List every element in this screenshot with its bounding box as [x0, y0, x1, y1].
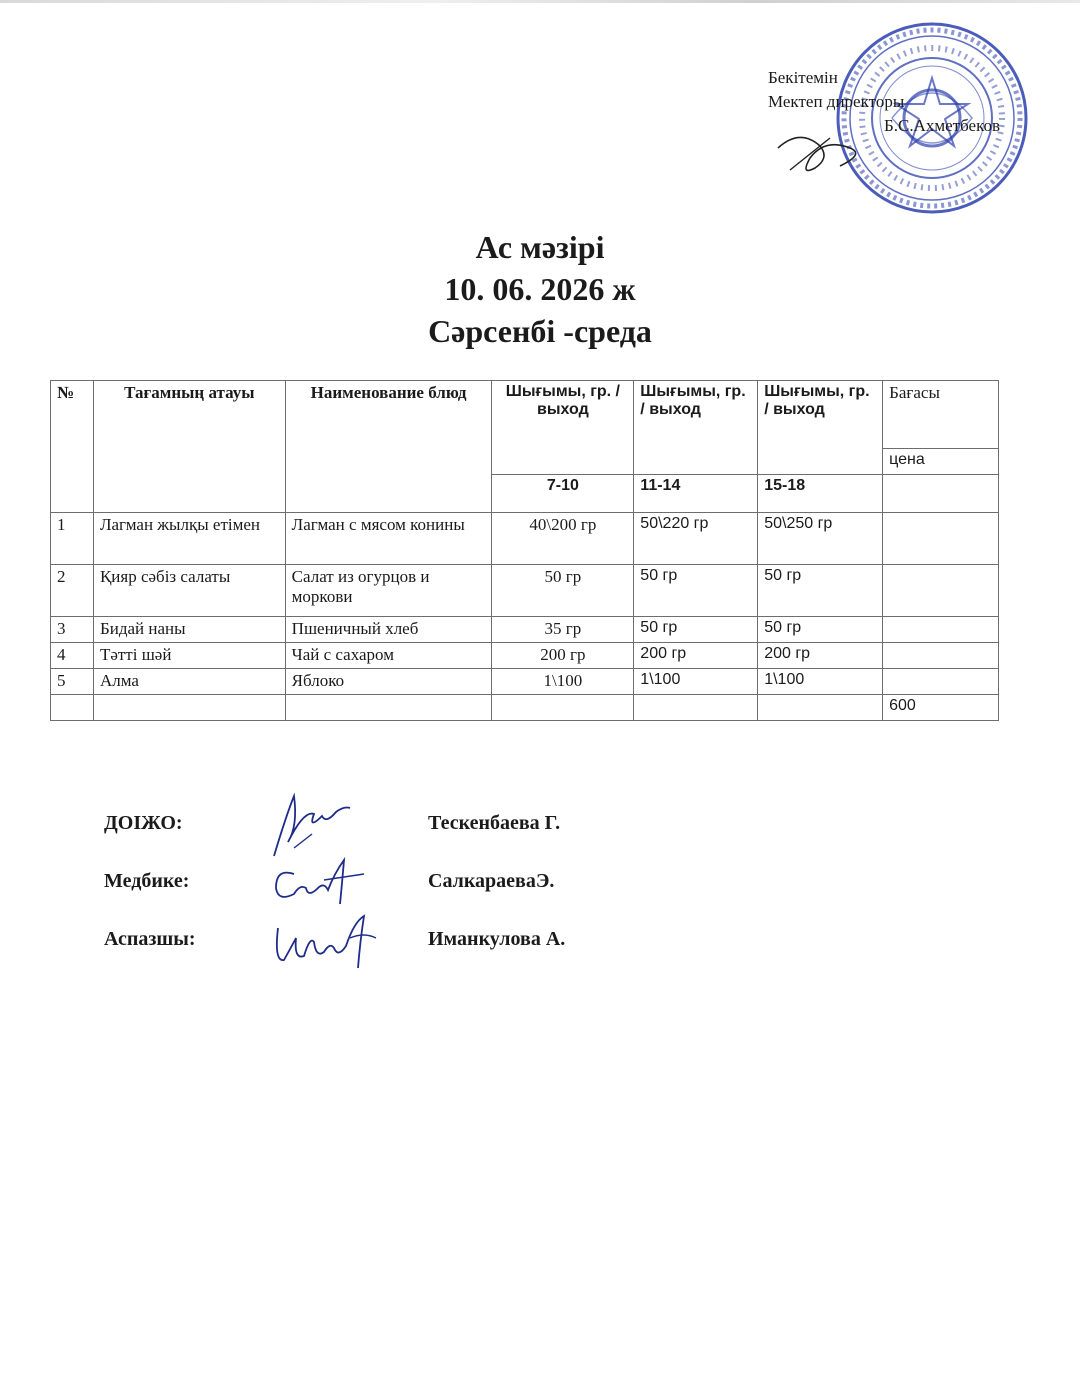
- row-yield-3: 50 гр: [758, 617, 883, 643]
- header-yield-3: Шығымы, гр. / выход: [758, 381, 883, 475]
- title-date: 10. 06. 2026 ж: [444, 271, 636, 307]
- total-empty: [285, 695, 492, 721]
- header-age-3: 15-18: [758, 475, 883, 513]
- table-row: [51, 565, 999, 617]
- row-name-ru: Пшеничный хлеб: [285, 617, 492, 643]
- table-row: [51, 513, 999, 565]
- total-empty: [51, 695, 94, 721]
- row-price: [883, 669, 999, 695]
- row-num: 1: [51, 513, 94, 565]
- row-name-ru: Чай с сахаром: [285, 643, 492, 669]
- row-yield-2: 50\220 гр: [634, 513, 758, 565]
- row-name-ru: Салат из огурцов и моркови: [285, 565, 492, 617]
- signature-role: Медбике:: [104, 870, 190, 892]
- row-num: 3: [51, 617, 94, 643]
- row-price: [883, 565, 999, 617]
- approval-director-name: Б.С.Ахметбеков: [884, 116, 1001, 135]
- total-empty: [492, 695, 634, 721]
- table-row: [51, 617, 999, 643]
- header-price-empty: [883, 475, 999, 513]
- signature-row: [104, 870, 704, 928]
- row-yield-2: 50 гр: [634, 565, 758, 617]
- scan-edge: [0, 0, 1080, 3]
- approval-title: Бекітемін: [768, 68, 838, 87]
- header-yield-2: Шығымы, гр. / выход: [634, 381, 758, 475]
- row-yield-1: 1\100: [492, 669, 634, 695]
- signature-person: Иманкулова А.: [428, 928, 566, 950]
- row-yield-2: 1\100: [634, 669, 758, 695]
- row-name-kz: Бидай наны: [93, 617, 285, 643]
- table-row: [51, 669, 999, 695]
- row-name-kz: Қияр сәбіз салаты: [93, 565, 285, 617]
- approval-position: Мектеп директоры: [768, 92, 905, 111]
- signature-person: Тескенбаева Г.: [428, 812, 561, 834]
- director-signature-icon: [770, 118, 880, 188]
- total-empty: [93, 695, 285, 721]
- signature-role: Аспазшы:: [104, 928, 196, 950]
- row-name-ru: Яблоко: [285, 669, 492, 695]
- total-empty: [758, 695, 883, 721]
- row-price: [883, 513, 999, 565]
- row-yield-3: 200 гр: [758, 643, 883, 669]
- header-age-2: 11-14: [634, 475, 758, 513]
- row-price: [883, 617, 999, 643]
- header-price-ru: цена: [883, 449, 999, 475]
- table-row: [51, 643, 999, 669]
- header-name-ru: Наименование блюд: [285, 381, 492, 513]
- menu-table: [50, 380, 999, 721]
- total-empty: [634, 695, 758, 721]
- row-yield-2: 50 гр: [634, 617, 758, 643]
- row-name-kz: Тәтті шәй: [93, 643, 285, 669]
- row-yield-1: 200 гр: [492, 643, 634, 669]
- title-main: Ас мәзірі: [475, 229, 605, 265]
- row-yield-3: 50 гр: [758, 565, 883, 617]
- header-yield-1: Шығымы, гр. / выход: [492, 381, 634, 475]
- title-weekday: Сәрсенбі -среда: [428, 313, 652, 349]
- menu-title: [0, 226, 1080, 352]
- signature-role: ДОІЖО:: [104, 812, 183, 834]
- row-yield-1: 40\200 гр: [492, 513, 634, 565]
- table-total-row: [51, 695, 999, 721]
- row-num: 4: [51, 643, 94, 669]
- row-yield-2: 200 гр: [634, 643, 758, 669]
- row-name-kz: Лагман жылқы етімен: [93, 513, 285, 565]
- total-price: 600: [883, 695, 999, 721]
- row-yield-3: 50\250 гр: [758, 513, 883, 565]
- header-price-kz: Бағасы: [883, 381, 999, 449]
- signature-block: [104, 812, 704, 986]
- row-num: 2: [51, 565, 94, 617]
- row-name-kz: Алма: [93, 669, 285, 695]
- row-yield-1: 50 гр: [492, 565, 634, 617]
- header-num: №: [51, 381, 94, 513]
- row-yield-3: 1\100: [758, 669, 883, 695]
- header-age-1: 7-10: [492, 475, 634, 513]
- signature-person: СалкараеваЭ.: [428, 870, 555, 892]
- signature-row: [104, 812, 704, 870]
- row-name-ru: Лагман с мясом конины: [285, 513, 492, 565]
- row-price: [883, 643, 999, 669]
- signature-row: [104, 928, 704, 986]
- handwritten-signature-icon: [264, 902, 394, 982]
- row-yield-1: 35 гр: [492, 617, 634, 643]
- header-name-kz: Тағамның атауы: [93, 381, 285, 513]
- row-num: 5: [51, 669, 94, 695]
